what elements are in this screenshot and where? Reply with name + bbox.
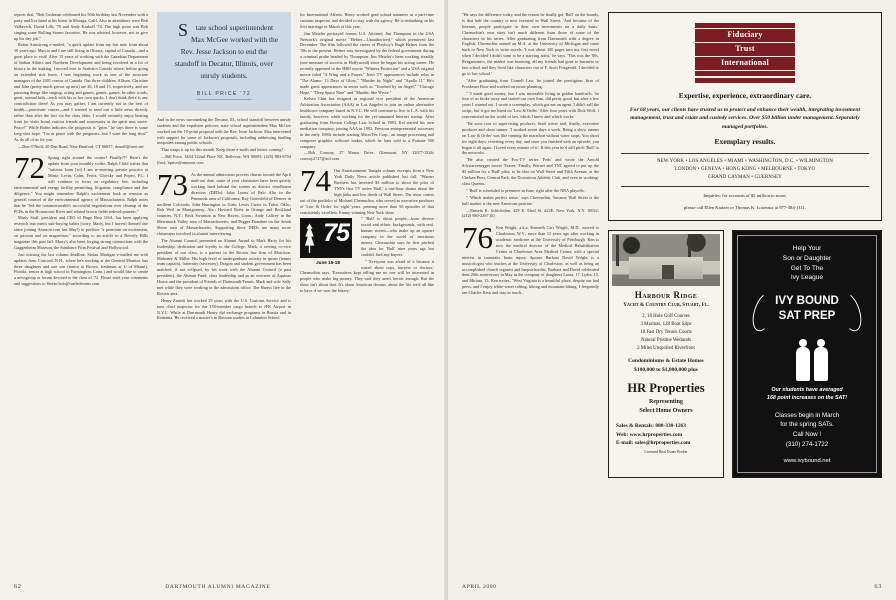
list-item: 10 Fast Dry Tennis Courts [640,329,692,335]
paragraph: Kelvin Chin has resigned as regional vice president of the American Arbitration Association (AAA) in Los Angeles to join an online alternative healthcare company based in N.Y.C. He will continue to live in L.A. with his family, however, while working for the yet-unnamed Internet startup. After graduating from Boston College Law School in 1983, Kel started his own mediation company, joining AAA in 1992. Previous entrepreneurial successes in the early 1980s include starting MicroTex Corp., an image processing and computer graphics software maker, which he later sold to a Fortune 500 company. [300,96,434,149]
ad-headline [744,244,870,284]
claim-line-1: Our students have averaged [771,386,843,393]
paragraph: The Alumni Council presented an Alumni Award to Mark Harty for his leadership, dedication and loyalty to the College. Mark, a serving co-vice president of our class, is a partner in the Boston law firm of Morrison, Mahoney & Miller. His high level of undergraduate activity in sports (tennis team captain), fraternity (secretary), Dragon and student government has been matched, if not eclipsed, by his work with the Alumni Council (a past president), the Alumni Fund, class leadership and as an overseer of Aquinas House and the president of Friends of Dartmouth Tennis. Mark and wife Sally met while they were working in the admissions office. The Hartys live in the Boston area. [157,237,291,296]
logo-bar [695,78,795,83]
paragraph: Just missing the last column deadline, Stefan Martigae e-mailed me with updates from Concord, N.H., where he's working at the General Monitor, has three daughters and one son (senior at Brown, freshman at U of Miami), Florida, senior at high school in Farmington, Conn.) and would like to create a newsgroup or forum devoted to the class of '72. Please send your comments and suggestions to Stefan hots@turtledreams.com. [14,251,148,287]
results-claim [744,387,870,403]
headline-line-4: Ivy League [790,274,824,282]
brand-line-2: SAT PREP [778,310,836,323]
inquiries-line-1: Inquiries: for accounts of $2 million or more, [703,192,787,198]
paragraph: Ken Wright, a.k.a. Kenneth Carr Wright, M.D., moved to Charleston, W.V., more than 12 years ago after working in academic medicine at the University of Pittsburgh. Ken is now the medical director of the Medical Rehabilitation Center at Charleston Area Medical Center, with a special interest in traumatic brain injury. Spouse Barbara David Wright is a musicologist who teaches at the University of Charleston, as well as being an accomplished church organist and harpsichordist. Barbara and David celebrated their 20th anniversary in May in the company of daughters Laura, 17, Lydia, 15, and Miriam, 13. Ken writes, "West Virginia is a beautiful place, despite our bad press, and I enjoy white-water rafting, hiking and mountain biking. I frequently see Charles Kern and stay in touch... [462,225,599,296]
representing-label: Representing [649,398,683,405]
paragraph: Jim Metzler portrayed former U.S. Attorney Jim Thompson in the USA Network's original movie "Hefner—Unauthorized," which premiered last December. The film followed the career of Playboy's Hugh Hefner from the '50s to the present. Hefner was investigated by the federal government during a criminal probe headed by Thompson. Jim Metzler's been working steadily (one measure of success in Hollywood) since he began his acting career. He recently appeared in the HBO movie "Witness Protection" and a USA original movie titled "A Wing and a Prayer." Jim's TV appearances include roles in "The Alamo: 13 Days of Glory," "Murder by Night" and "Apollo II." He's made guest appearances in series such as "Touched by an Angel," "Chicago Hope," "Deep Space Nine" and "Murder, She Wrote." [300,30,434,95]
class-signoff: —Pamela K. Schlobohm, 429 E. 52nd St. #22E, New York, N.Y. 10022; (212) 980-2267 (h) [462,207,599,219]
pull-quote-body: tate school superintendent Max McGee worked with the Rev. Jesse Jackson to end the standoff in Decatur, Illinois, over unruly students. [174,23,279,80]
headline-line-1: Help Your [792,244,822,252]
class-year-number: 76 [462,220,493,256]
ad-inner-frame [737,235,877,473]
class-year-number: 73 [157,167,188,203]
pull-quote-dropcap: S [178,20,189,40]
homes-type: Condominiums & Estate Homes [628,358,704,365]
paragraph: Spring right around the corner? Finally?!? Here's the update from your monthly scribe. Ralph Child writes that "tuitions loom [so] I am re-entering private practice at Mintz, Levin, Cohn, Ferris, Glovsky and Popeo, P.C. I will continue to focus on regulatory law, including environmental and energy facility permitting, litigation, compliance and due diligence." You might remember Ralph's excitement back at reunion as general counsel of the environmental agency of Massachusetts. Ralph notes that he "led the commonwealth's successful negotiations over cleanup of the PCBs in the Housatonic River and related brown fields redevelopments." [14,155,148,214]
paragraph: Robin Armstrong e-mailed, "a quick update from my last note from about 10 years ago. Marcia and I are still living in Ottawa, capital of Canada—and a great place to visit! After 15 years of working with the Canadian Department of Indian Affairs and Northern Development and being involved in a lot of history in the making, I moved over to Statistics Canada where, before going on extended sick leave, I was beginning work as one of the associate managers of the 2001 census of Canada. Our three children, Allison, Christine and John (pretty much grown up now) are 20, 18 and 15, respectively, and are pursuing things like singing, acting and games, games, games. In other words, great, normal kids—each with his or her own quirks. I don't think there is any contradiction there! As you may gather, I am currently not in the best of health—pancreatic cancer—and I wanted to send out a little news directly rather than after the fact via the class obits. I would certainly enjoy hearing from (or visits from) various friends and roommates as the spirit may move. Peace!" While Robin indicates the prognosis is "grim," he says there is some long-shot hope. "I'm at peace with the prognosis...but I want the long shot!" As do all of us for you. [14,42,148,142]
lower-ad-row [608,230,882,478]
class-signoff: —Bill Price, 3434 122nd Place NE, Bellevue, WA 98005; (425) 883-6704 (fax); bprice@amazon.com [157,154,291,166]
contact-block [612,422,720,447]
schedule-line-1: Classes begin in March [774,411,840,419]
paragraph: "He also created the Fox-TV series 'Feds' and wrote the Arnold Schwarzenegger movie 'Eraser.' Finally, Warner and TNT agreed to put up the $3 million for a 'Bull' pilot, to be shot on Wall Street and Fifth Avenue, at the Chelsea Piers, Central Park, the Downtown Athletic Club, and even in working-class Queens. [462,157,599,186]
class-year-number: 74 [300,163,331,199]
paragraph: " 'Which makes perfect sense,' says Chernuchin, 'because Wall Street is the bull market is the new American pastime.' [462,194,599,206]
phone-line[interactable]: Sales & Rentals: 800-330-1263 [616,423,686,430]
divider [621,186,869,187]
footer-right [462,583,882,590]
figure-body-icon [814,347,828,381]
ad-ivy-bound[interactable] [732,230,882,478]
palm-tree-icon [616,235,619,266]
website-line[interactable]: Web: www.hrproperties.com [616,431,683,438]
article-text [157,117,291,166]
right-column-1 [462,12,599,557]
class-signoff: —Bob Conway, 27 Manor Drive, Glenmont, NY 12077-3326; conway2727@aol.com [300,150,434,162]
logo-line-3: International [695,57,795,70]
left-column-1 [14,12,148,557]
pull-quote-text [168,22,280,82]
ad-tagline: Expertise, experience, extraordinary care. [678,90,812,100]
ad-subtitle: Yacht & Country Club, Stuart, Fl. [623,301,709,308]
left-column-3 [300,12,434,557]
class-entry-72 [14,150,148,287]
logo-line-1: Fiduciary [695,29,795,42]
reunion-date: June 15-18 [316,260,340,266]
email-line[interactable]: E-mail: sales@hrproperties.com [616,440,691,447]
paragraph: "He soon rose to supervising producer, head writer and, finally, executive producer and show runner. 'I worked seven days a week. Being a show runner on 'Law & Order' was like running the marathon without water stops. You shoot for eight days, rewriting every day, and once you finished with an episode, you began it all again. I loved every minute of it.' If this year he'd still pitch 'Bull' to the networks. [462,121,599,156]
representing-detail: Select Home Owners [639,407,693,414]
page-number-left: 62 [14,583,22,590]
paragraph: Our Entertainment Tonight column excerpts from a New York Daily News article published last fall. "Warner Brothers has invested $3 million to shoot the pilot of TNT's first TV series 'Bull,' a one-hour drama about the high jinks and low deeds of Wall Street. The show comes out of the portfolio of Michael Chernuchin, who served as executive producer of 'Law & Order' for eight years, penning more than 50 episodes of that consistently excellent, Emmy-winning New York show. [300,168,434,215]
list-item: Natural Pristine Wetlands [640,337,692,343]
class-schedule [744,411,870,449]
pull-quote-attribution: BILL PRICE '72 [197,91,251,100]
office-cities-line-2: LONDON • GENEVA • HONG KONG • MELBOURNE • TOKYO [674,167,816,173]
ad-harbour-ridge[interactable] [608,230,724,478]
headline-line-2: Son or Daughter [782,254,832,262]
paragraph: reports that, "Bob Cushman celebrated his 50th birthday last November with a party and live band at his home in Moraga, Calif. Also in attendance were Bob Valkevich, David Lilly '70 and Andy Krakoff '74. The high point was Bob singing some Rolling Stones favorites. He was advised, however, not to give up his day job." [14,12,149,41]
left-column-2 [157,12,291,557]
office-cities-line-1: NEW YORK • LOS ANGELES • MIAMI • WASHINGTON, D.C. • WILMINGTON [656,159,834,165]
fiduciary-logo [695,23,795,83]
website-url[interactable]: www.ivybound.net [783,458,831,465]
paragraph: As the annual admissions process churns toward the April mail-out date, some of your classmates have been quietly working hard behind the scenes as district enrollment directors (DEDs): John Lyons of Palo Alto in the Peninsula area of California; Ray Gottesfeld of Denver in northern Colorado; John Harrington in Utah; Lewis Carter in Tulsa, Okla.; Bob Weil in Montgomery, Ala.; Howard Reiss in Orange and Rockland counties, N.Y.; Beck Swanson in New Haven, Conn.; Andy Caffrey in the Merrimack Valley area of Massachusetts; and Digger Donahue on the South Shore area of Massachusetts. Supporting these DEDs are many more classmates involved in alumni interviewing. [157,172,291,236]
agency-name: HR Properties [627,380,705,395]
list-item: 3 Marinas, 128 Boat Slips [640,321,692,327]
paragraph: " 'Bull' is scheduled to premiere in June, right after the NBA playoffs. [466,187,585,193]
class-entry-76 [462,220,599,296]
paragraph: " 'I made good money, but I was miserable living in golden handcuffs. So four of us broke away and started our own firm, did pretty good, but after a few years I wanted out. I wrote a screenplay, which got me an agent. I didn't sell the script, but it got me hired on 'Law & Order.' After four years with Dick Wolf, I concentrated on the world of law, which I knew and which works.' [462,90,599,120]
class-signoff: —Don O'Neill, 20 Den Road, New Hartford, CT 06057; doneill@snet.net [18,143,144,149]
pull-quote-box [157,12,291,111]
ad-title: Harbour Ridge [634,289,698,300]
agency-role [612,398,720,415]
class-entry-74 [300,163,434,294]
feature-list [612,313,720,353]
brand-line-1: IVY BOUND [775,295,839,308]
figure-head-icon [799,339,807,347]
paragraph: That wraps it up for this month. Keep those e-mails and letters coming! [161,147,283,153]
clubhouse-photo [612,234,720,286]
figure-head-icon [817,339,825,347]
paragraph: Marty Staff, president and CEO of Hugo Boss USA, has been applying research into men's suit-buying habits (sorry, Marty, but I haven't donned one since joining Amazon.com last May!) to produce "a premium on excitement, on passion and on magnetism," according to an article in a Beverly Hills magazine this past fall. Marty's also been forging strong connections with the Guggenheim Museum, the Sundance Film Festival and Hollywood. [14,215,148,250]
license-note: Licensed Real Estate Broker [644,450,688,455]
ad-fiduciary-trust[interactable] [608,12,882,221]
list-item: 2 Miles Unspoiled Riverfront [637,345,695,351]
pine-tree-icon [304,223,315,253]
paragraph: "He says the difference today, and the reason he finally got 'Bull' on the boards, is that half the country is now invested in Wall Street. 'And because of the Internet, people participate in their own investments on a daily basis.' Chernuchin's own story isn't much different from those of some of the characters in his series. After graduating from Dartmouth with a degree in English, Chernuchin earned an M.A. at the University of Michigan and came back to New York to write novels. 'I was about 100 pages into my first novel when I decided I didn't want to be a starving artist,' he says. 'This was the '80s, Reaganomics, the market was booming, all my friends had gone to business or law school and they lived like characters out of F. Scott Fitzgerald. I decided to go to law school.' [462,12,599,76]
paragraph: " 'Everyone was afraid of it because it wasn't about cops, lawyers or doctors,' Chernuchin says. 'Executives kept telling me no one will be interested in people who make big money. They said they aren't heroic enough. But the show isn't about that. It's about American dreams, about the life we'd all like to have if we won the lottery.' [300,258,434,294]
paragraph: " 'Bull' is about people—from diverse social and ethnic backgrounds, with real, human stories—who make up an upstart company in the world of enormous money. Chernuchin says he first pitched the idea for 'Bull' nine years ago but couldn't find any buyers. [361,216,434,257]
reunion-logo-icon [300,218,352,258]
paragraph: "After graduating from Cornell Law, he joined the prestigious firm of Proskauer Rose and worked on estate planning. [462,77,599,89]
magazine-title-footer: DARTMOUTH ALUMNI MAGAZINE [165,584,271,590]
issue-date: APRIL 2000 [462,584,497,590]
list-item: 2, 18 Hole Golf Courses [642,313,690,319]
inquiries-line-2[interactable]: please call Ellen Kratzer or Thomas K. Loizeaux at 877-384-1111. [684,204,806,210]
reunion-badge [300,218,356,265]
headline-line-3: Get To The [790,264,824,272]
advertisement-stack [608,12,882,557]
ad-body-copy: For 68 years, our clients have trusted us to protect and enhance their wealth, integrating investment management, trust and estate and custody services. Over $50 billion under management. Separately managed portfolios. [629,106,861,130]
logo-line-2: Trust [695,43,795,56]
ad-headline-secondary: Exemplary results. [714,137,776,147]
class-entry-73 [157,167,291,321]
laurel-wreath-icon [744,290,870,329]
entrance-shape [662,265,674,279]
divider [621,153,869,154]
schedule-line-2: for the spring SATs. [780,421,834,429]
page-number-right: 63 [874,583,882,590]
article-text [300,12,434,162]
price-info [612,357,720,374]
page-right [448,0,896,600]
figure-body-icon [796,347,810,381]
article-text [14,12,148,149]
left-page-columns [14,12,434,557]
call-to-action: Call Now ! [792,430,822,438]
phone-number[interactable]: (310) 274-1722 [785,440,829,448]
claim-line-2: 168 point increases on the SAT! [767,394,847,401]
class-year-number: 72 [14,150,45,186]
article-text [462,12,599,219]
paragraph: Henry Zanetti has worked 25 years with the U.S. Customs Service and is now chief inspector for the 150-member cargo branch at JFK Airport in N.Y.C. While at Dartmouth Henry did exchange programs in Russia and in Romania. He received a master's in Russian studies at Columbia School [157,297,291,321]
office-cities-line-3: GRAND CAYMAN • GUERNSEY [708,174,782,180]
reunion-year: 75 [323,219,349,248]
price-range: $100,000 to $1,000,000 plus [634,366,698,373]
right-page-columns [462,12,882,557]
paragraph: for International Affairs. Henry worked grad school summers as a part-time customs inspector and decided to stay with the agency. He is embarking on his first marriage in March of this year. [300,12,434,29]
footer-left [14,583,434,590]
paragraph: And in the news surrounding the Decatur, Ill., school standoff between unruly students and the expulsion policies, state school superintendent Max McGee worked out the 10-point proposal with the Rev. Jesse Jackson. Max intervened with support for some of Jackson's proposals, including addressing funding inequities among public schools. [157,116,291,146]
graduates-figure-icon [744,335,870,381]
